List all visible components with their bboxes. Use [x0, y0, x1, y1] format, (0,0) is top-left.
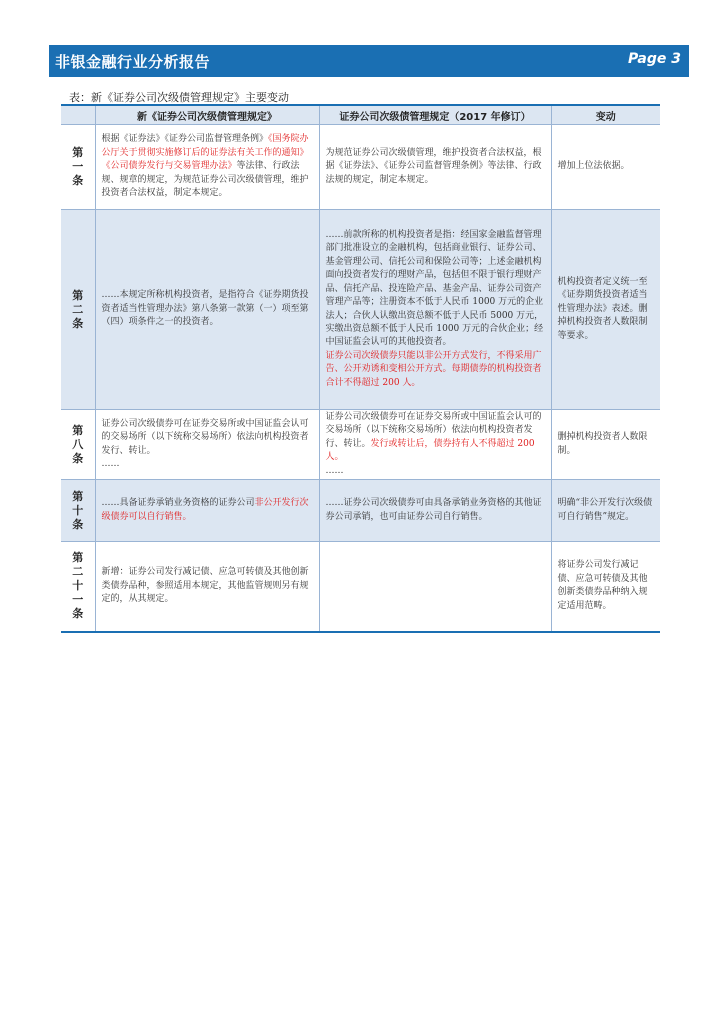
- old-rule-cell: [319, 410, 551, 480]
- table-row: [61, 210, 660, 410]
- change-cell: 机构投资者定义统一至《证券期货投资者适当性管理办法》表述。删掉机构投资者人数限制等要求。: [551, 210, 660, 410]
- new-rule-cell: [95, 410, 319, 480]
- old-rule-cell: [319, 542, 551, 632]
- highlighted-text: 证券公司次级债券只能以非公开方式发行，不得采用广告、公开劝诱和变相公开方式。每期债券的机构投资者合计不得超过 200 人。: [325, 350, 542, 388]
- cell-text: ……: [101, 458, 120, 469]
- article-char: 条: [72, 517, 84, 531]
- table-body: [61, 125, 660, 632]
- comparison-table: [61, 104, 660, 633]
- table-header-row: [61, 105, 660, 125]
- highlighted-text: 《国务院办公厅关于贯彻实施修订后的证券法有关工作的通知》《公司债券发行与交易管理办法》: [101, 134, 309, 172]
- highlighted-text: 发行或转让后，债券持有人不得超过 200 人。: [325, 438, 535, 463]
- old-rule-cell: [319, 125, 551, 210]
- change-cell: 增加上位法依据。: [551, 125, 660, 210]
- article-char: 第: [72, 489, 84, 503]
- cell-text: ……: [325, 465, 344, 476]
- article-char: 一: [72, 593, 84, 607]
- cell-text: ……证券公司次级债券可由具备承销业务资格的其他证券公司承销，也可由证券公司自行销售。: [325, 498, 542, 522]
- article-char: 条: [72, 607, 84, 621]
- article-char: 一: [72, 160, 84, 173]
- new-rule-cell: [95, 542, 319, 632]
- article-char: 八: [72, 437, 84, 451]
- report-title: 非银金融行业分析报告: [55, 53, 211, 71]
- cell-text: 证券公司次级债券可在证券交易所或中国证监会认可的交易场所（以下统称交易场所）依法向机构投资者发行、转让。: [101, 418, 309, 456]
- article-number-cell: [61, 125, 95, 210]
- cell-text: 为规范证券公司次级债管理，维护投资者合法权益，根据《证券法》、《证券公司监督管理条例》等法律、行政法规的规定，制定本规定。: [325, 147, 542, 185]
- new-rule-cell: [95, 125, 319, 210]
- article-char: 条: [72, 174, 84, 187]
- article-char: 二: [72, 565, 84, 579]
- header-new-rule: 新《证券公司次级债管理规定》: [95, 105, 319, 125]
- header-change: 变动: [551, 105, 660, 125]
- article-char: 二: [72, 302, 84, 316]
- old-rule-cell: [319, 210, 551, 410]
- table-caption: 表：新《证券公司次级债管理规定》主要变动: [69, 91, 289, 104]
- article-number-cell: [61, 210, 95, 410]
- report-header-bar: [49, 45, 689, 77]
- cell-text: ……前款所称的机构投资者是指：经国家金融监督管理部门批准设立的金融机构，包括商业银行、证券公司、基金管理公司、信托公司和保险公司等；上述金融机构面向投资者发行的理财产品，包括但不限于银行理财产品、信托产品、投连险产品、基金产品、证券公司资产管理产品等；注册资本不低于人民币 1000 万元的企业法人；合伙人认缴出资总额不低于人民币 5000 万元，实缴出资总额不低于人民币 1000 万元的合伙企业；经中国证监会认可的其他投资者。: [325, 230, 544, 348]
- article-number-cell: [61, 410, 95, 480]
- article-char: 第: [72, 288, 84, 302]
- old-rule-cell: [319, 480, 551, 542]
- article-char: 条: [72, 316, 84, 330]
- cell-text: 等法律、行政法规、规章的规定，为规范证券公司次级债管理，维护投资者合法权益，制定本规定。: [101, 161, 309, 199]
- table-row: [61, 480, 660, 542]
- cell-text: ……具备证券承销业务资格的证券公司: [101, 498, 255, 509]
- article-number-cell: [61, 480, 95, 542]
- page-number: Page 3: [628, 51, 681, 67]
- cell-text: 新增：证券公司发行减记债、应急可转债及其他创新类债券品种，参照适用本规定，其他监管规则另有规定的，从其规定。: [101, 567, 309, 604]
- new-rule-cell: [95, 480, 319, 542]
- article-number-cell: [61, 542, 95, 632]
- article-char: 第: [72, 146, 84, 159]
- header-article: [61, 105, 95, 125]
- change-cell: 明确“非公开发行次级债可自行销售”规定。: [551, 480, 660, 542]
- comparison-table-wrapper: [61, 104, 660, 633]
- article-char: 条: [72, 451, 84, 465]
- table-row: [61, 410, 660, 480]
- header-old-rule: 证券公司次级债管理规定（2017 年修订）: [319, 105, 551, 125]
- article-char: 十: [72, 579, 84, 593]
- article-char: 十: [72, 503, 84, 517]
- highlighted-text: 非公开发行次级债券可以自行销售。: [101, 498, 309, 522]
- change-cell: 删掉机构投资者人数限制。: [551, 410, 660, 480]
- article-char: 第: [72, 423, 84, 437]
- cell-text: ……本规定所称机构投资者，是指符合《证券期货投资者适当性管理办法》第八条第一款第（一）项至第（四）项条件之一的投资者。: [101, 290, 309, 328]
- new-rule-cell: [95, 210, 319, 410]
- article-char: 第: [72, 551, 84, 565]
- table-row: [61, 542, 660, 632]
- cell-text: 证券公司次级债券可在证券交易所或中国证监会认可的交易场所（以下统称交易场所）依法向机构投资者发行、转让。: [325, 412, 542, 449]
- cell-text: 根据《证券法》《证券公司监督管理条例》: [101, 134, 269, 145]
- table-row: [61, 125, 660, 210]
- change-cell: 将证券公司发行减记债、应急可转债及其他创新类债券品种纳入规定适用范畴。: [551, 542, 660, 632]
